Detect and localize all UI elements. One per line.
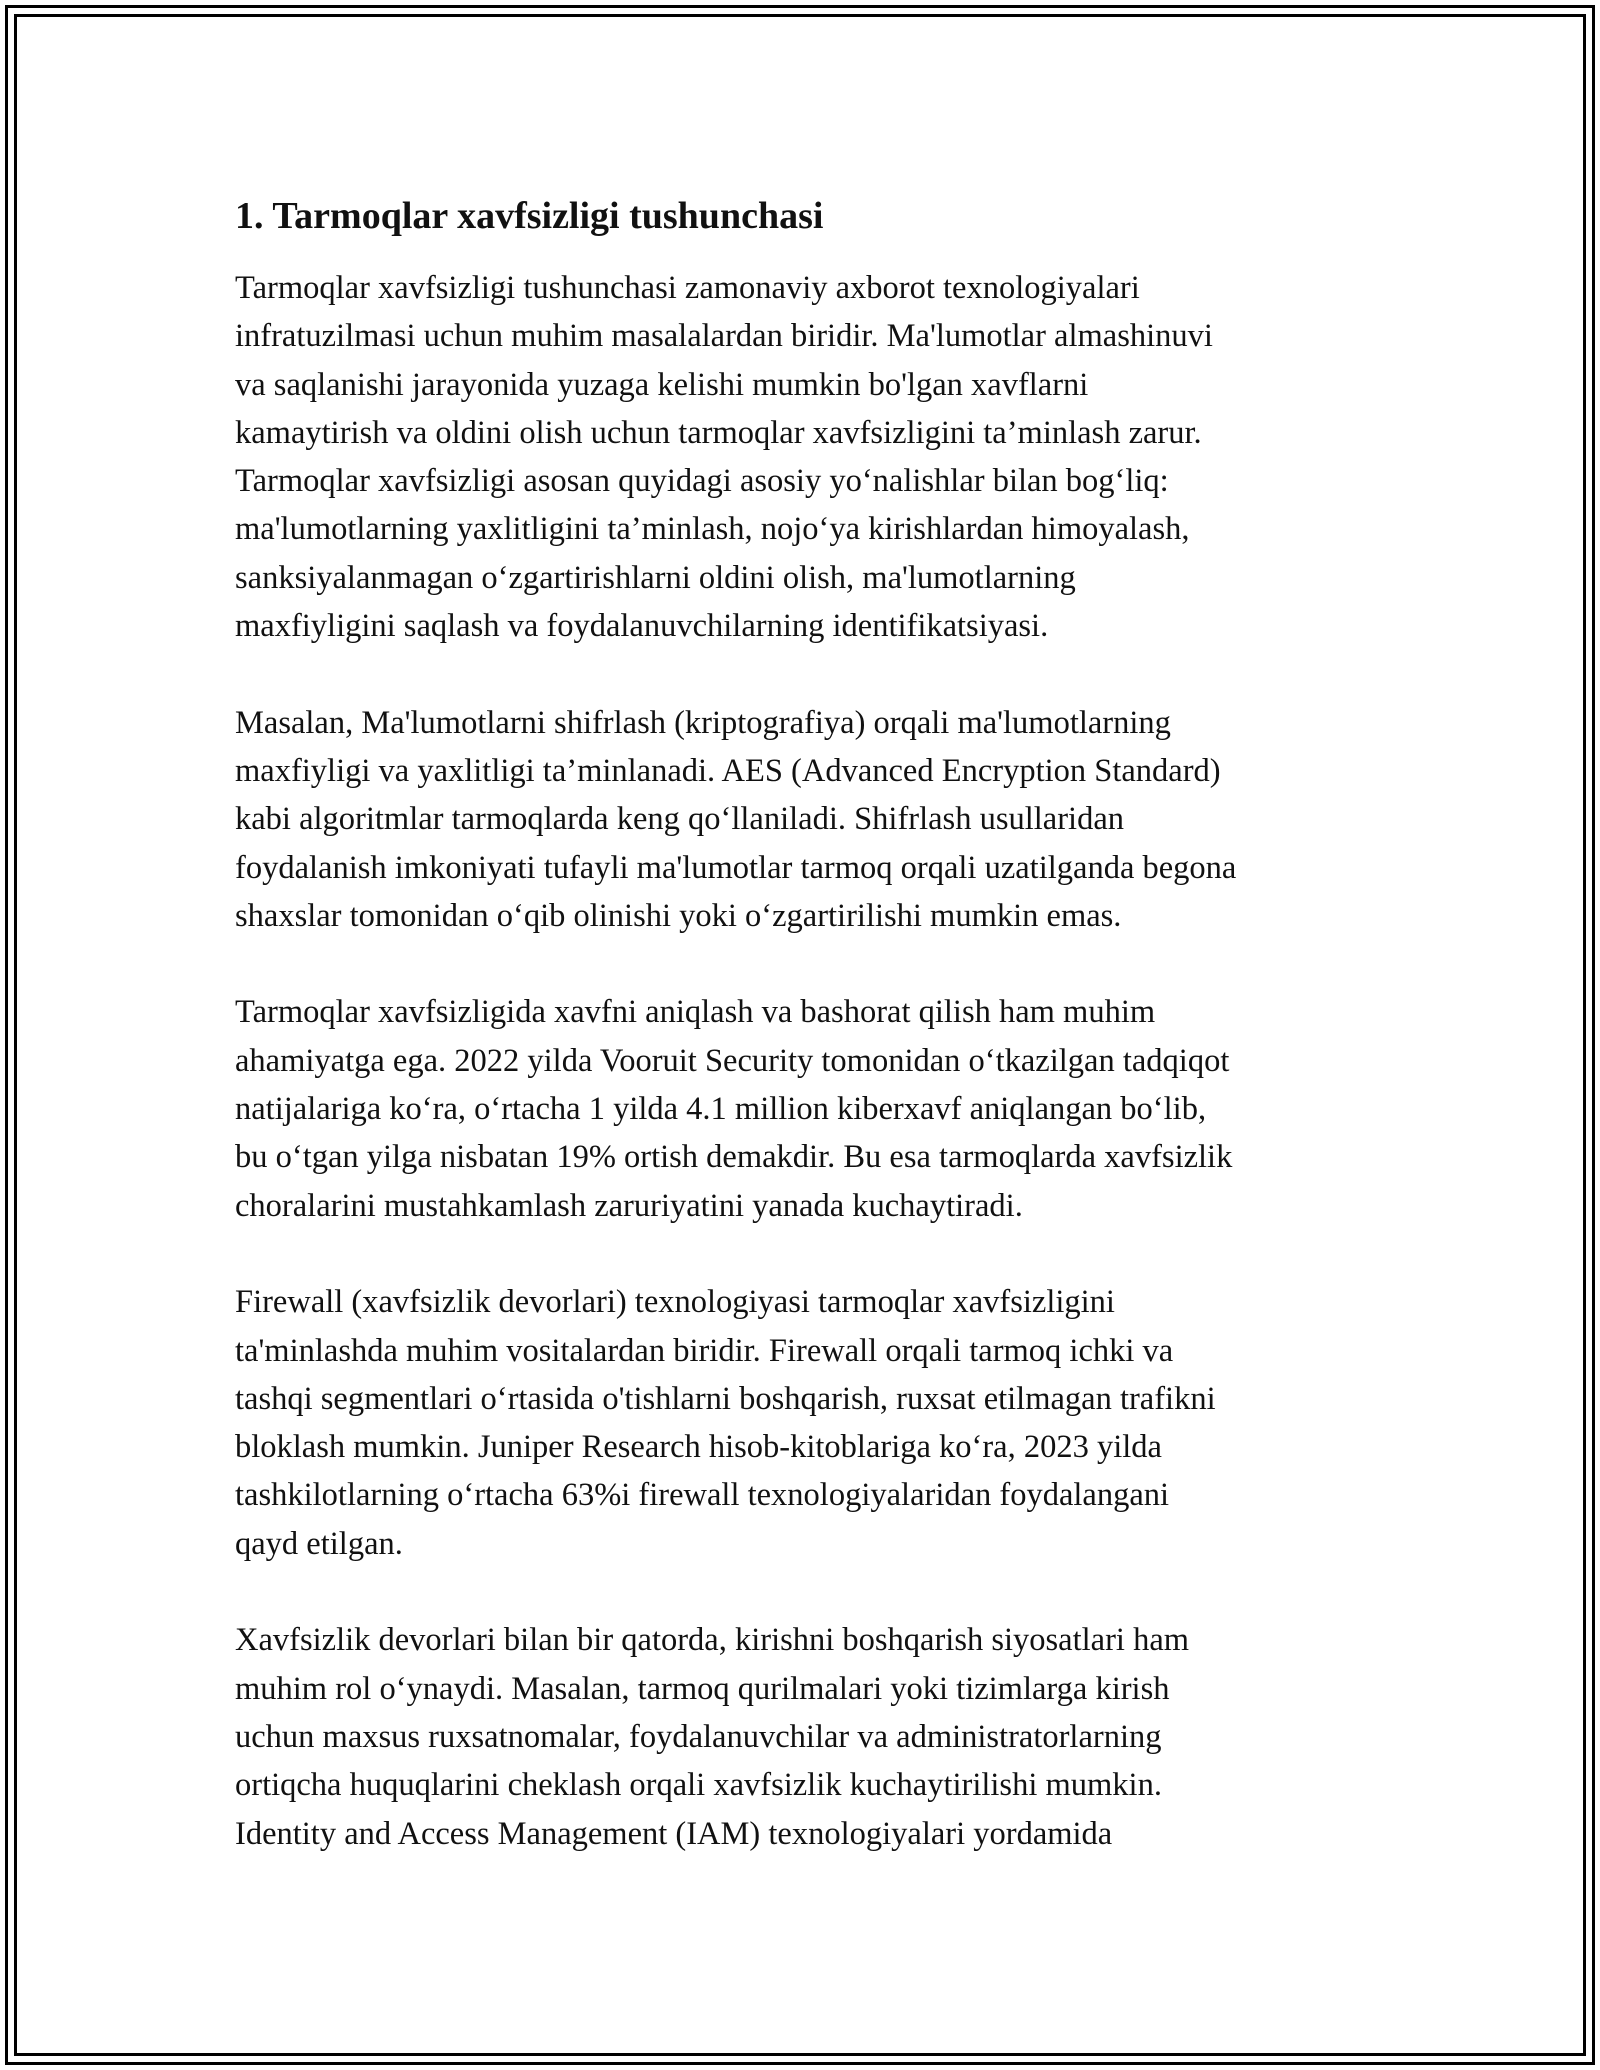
paragraph-line: choralarini mustahkamlash zaruriyatini yanada kuchaytiradi. [235,1187,1023,1224]
paragraph-line: foydalanish imkoniyati tufayli ma'lumotlar tarmoq orqali uzatilganda begona [235,849,1237,886]
paragraph-line: maxfiyligini saqlash va foydalanuvchilarning identifikatsiyasi. [235,608,1049,645]
paragraph-line: Xavfsizlik devorlari bilan bir qatorda, kirishni boshqarish siyosatlari ham [235,1622,1190,1659]
paragraph-line: ahamiyatga ega. 2022 yilda Vooruit Security tomonidan oʻtkazilgan tadqiqot [235,1042,1230,1079]
paragraph-1 [235,264,1375,650]
paragraph-line: bloklash mumkin. Juniper Research hisob-kitoblariga koʻra, 2023 yilda [235,1429,1162,1466]
paragraph-container [235,264,1375,1858]
paragraph-line: kabi algoritmlar tarmoqlarda keng qoʻllaniladi. Shifrlash usullaridan [235,801,1124,838]
paragraph-2 [235,699,1375,940]
paragraph-3 [235,988,1375,1229]
paragraph-line: tashqi segmentlari oʻrtasida o'tishlarni boshqarish, ruxsat etilmagan trafikni [235,1380,1216,1417]
paragraph-line: qayd etilgan. [235,1525,403,1562]
paragraph-line: maxfiyligi va yaxlitligi ta’minlanadi. AES (Advanced Encryption Standard) [235,752,1221,789]
paragraph-line: muhim rol oʻynaydi. Masalan, tarmoq qurilmalari yoki tizimlarga kirish [235,1670,1170,1707]
paragraph-line: natijalariga koʻra, oʻrtacha 1 yilda 4.1 million kiberxavf aniqlangan boʻlib, [235,1091,1207,1128]
paragraph-4 [235,1278,1375,1568]
paragraph-line: bu oʻtgan yilga nisbatan 19% ortish demakdir. Bu esa tarmoqlarda xavfsizlik [235,1139,1233,1176]
paragraph-line: Masalan, Ma'lumotlarni shifrlash (kriptografiya) orqali ma'lumotlarning [235,704,1171,741]
paragraph-line: shaxslar tomonidan oʻqib olinishi yoki oʻzgartirilishi mumkin emas. [235,897,1122,934]
document-body [235,190,1375,1858]
paragraph-line: uchun maxsus ruxsatnomalar, foydalanuvchilar va administratorlarning [235,1718,1162,1755]
paragraph-line: infratuzilmasi uchun muhim masalalardan biridir. Ma'lumotlar almashinuvi [235,318,1213,355]
paragraph-line: ta'minlashda muhim vositalardan biridir. Firewall orqali tarmoq ichki va [235,1332,1174,1369]
paragraph-line: Tarmoqlar xavfsizligi tushunchasi zamonaviy axborot texnologiyalari [235,270,1140,306]
paragraph-line: Tarmoqlar xavfsizligi asosan quyidagi asosiy yoʻnalishlar bilan bogʻliq: [235,463,1169,500]
paragraph-line: va saqlanishi jarayonida yuzaga kelishi mumkin bo'lgan xavflarni [235,366,1089,403]
paragraph-line: Identity and Access Management (IAM) texnologiyalari yordamida [235,1815,1113,1852]
paragraph-line: sanksiyalanmagan oʻzgartirishlarni oldini olish, ma'lumotlarning [235,559,1076,596]
paragraph-line: Firewall (xavfsizlik devorlari) texnologiyasi tarmoqlar xavfsizligini [235,1284,1115,1321]
paragraph-line: ma'lumotlarning yaxlitligini ta’minlash, nojoʻya kirishlardan himoyalash, [235,511,1190,548]
section-heading: 1. Tarmoqlar xavfsizligi tushunchasi [235,195,824,237]
paragraph-line: ortiqcha huquqlarini cheklash orqali xavfsizlik kuchaytirilishi mumkin. [235,1767,1162,1804]
paragraph-line: tashkilotlarning oʻrtacha 63%i firewall texnologiyalaridan foydalangani [235,1477,1170,1514]
paragraph-line: Tarmoqlar xavfsizligida xavfni aniqlash va bashorat qilish ham muhim [235,994,1156,1031]
paragraph-line: kamaytirish va oldini olish uchun tarmoqlar xavfsizligini ta’minlash zarur. [235,414,1202,451]
paragraph-5 [235,1616,1375,1857]
